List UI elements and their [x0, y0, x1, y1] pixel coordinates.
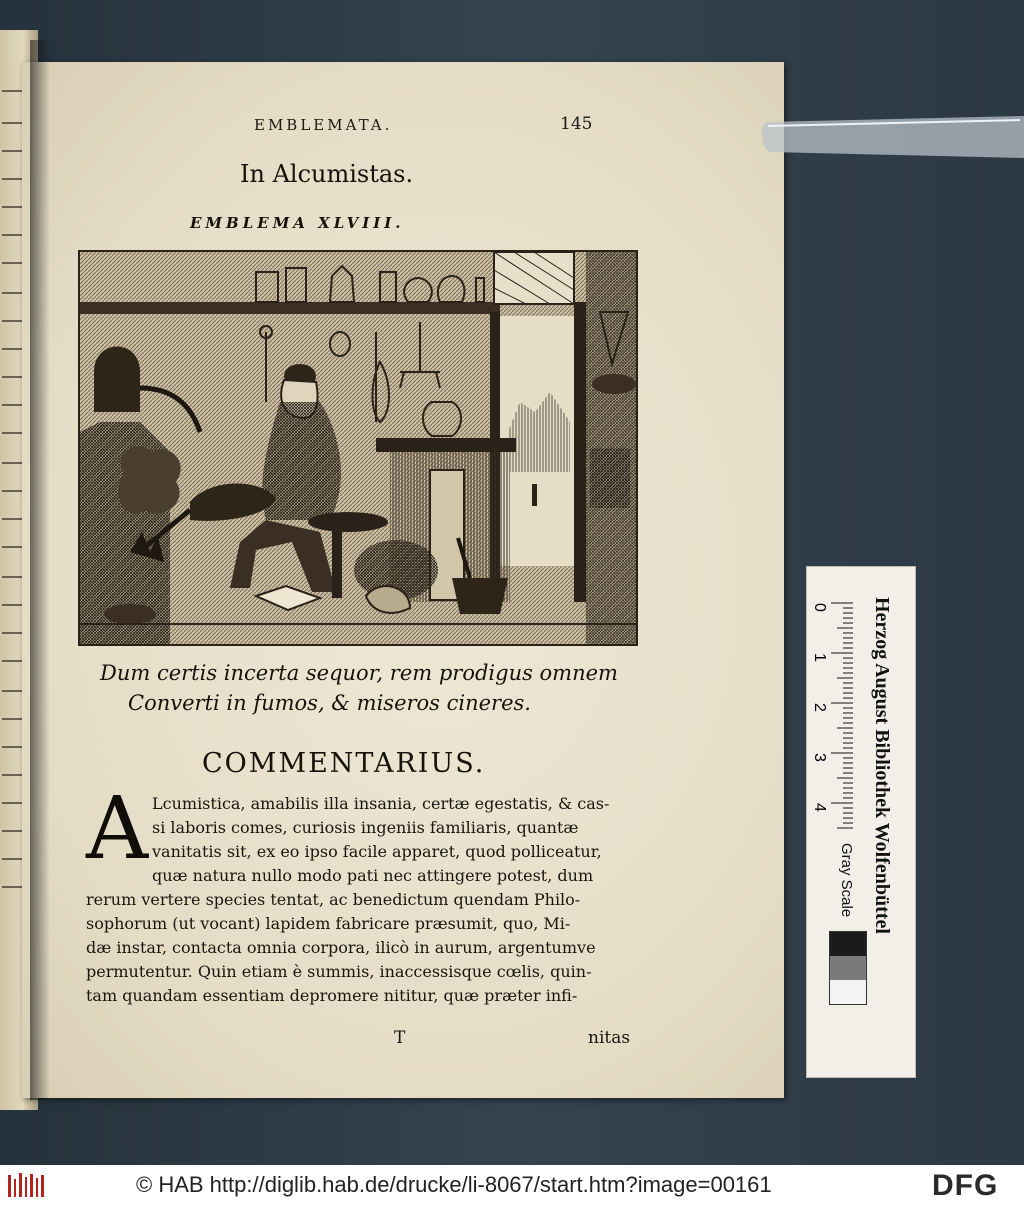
- motto-line-1: Dum certis incerta sequor, rem prodigus omnem: [100, 661, 618, 685]
- dfg-logo: DFG: [932, 1169, 999, 1202]
- engraving-illustration: [80, 252, 636, 644]
- body-line: Lcumistica, amabilis illa insania, certæ egestatis, & cas-: [152, 794, 610, 813]
- body-line: sophorum (ut vocant) lapidem fabricare præsumit, quo, Mi-: [86, 914, 571, 933]
- body-line: quæ natura nullo modo pati nec attingere potest, dum: [152, 866, 594, 885]
- ruler-number: 1: [811, 653, 828, 662]
- emblem-heading: In Alcumistas.: [240, 160, 414, 188]
- catchword: nitas: [588, 1028, 631, 1048]
- gutter-shadow: [30, 40, 50, 1100]
- emblem-number: EMBLEMA XLVIII.: [190, 214, 405, 232]
- body-line: tam quandam essentiam depromere nititur, quæ præter infi-: [86, 986, 578, 1005]
- emblem-motto: [100, 658, 618, 718]
- ruler-number: 2: [811, 703, 828, 712]
- alchemist-engraving-image: [78, 250, 638, 646]
- ruler-number: 0: [811, 603, 828, 612]
- scale-ruler: [806, 566, 916, 1078]
- body-line: rerum vertere species tentat, ac benedictum quendam Philo-: [86, 890, 581, 909]
- ruler-number: 3: [811, 753, 828, 762]
- section-title: COMMENTARIUS.: [202, 748, 486, 779]
- drop-cap: A: [86, 779, 149, 879]
- book-page: [22, 62, 784, 1098]
- ruler-number: 4: [811, 803, 828, 812]
- gray-scale-swatches: [829, 931, 867, 1005]
- running-head: [22, 116, 784, 142]
- body-line: si laboris comes, curiosis ingeniis familiaris, quantæ: [152, 818, 579, 837]
- institution-label: Herzog August Bibliothek Wolfenbüttel: [871, 597, 893, 934]
- body-line: dæ instar, contacta omnia corpora, ilicò in aurum, argentumve: [86, 938, 596, 957]
- footer-bar: [0, 1165, 1024, 1207]
- motto-line-2: Converti in fumos, & miseros cineres.: [128, 691, 531, 715]
- body-line: vanitatis sit, ex eo ipso facile apparet, quod polliceatur,: [152, 842, 602, 861]
- page-weight-icon: [760, 112, 1024, 162]
- signature-mark: T: [394, 1028, 406, 1048]
- hab-barcode-logo-icon: [6, 1171, 46, 1201]
- page-number: 145: [560, 114, 593, 134]
- running-title: EMBLEMATA.: [254, 116, 393, 134]
- gray-scale-label: Gray Scale: [838, 843, 855, 918]
- footer-credit-link[interactable]: © HAB http://diglib.hab.de/drucke/li-8067/start.htm?image=00161: [136, 1172, 772, 1197]
- body-line: permutentur. Quin etiam è summis, inaccessisque cœlis, quin-: [86, 962, 592, 981]
